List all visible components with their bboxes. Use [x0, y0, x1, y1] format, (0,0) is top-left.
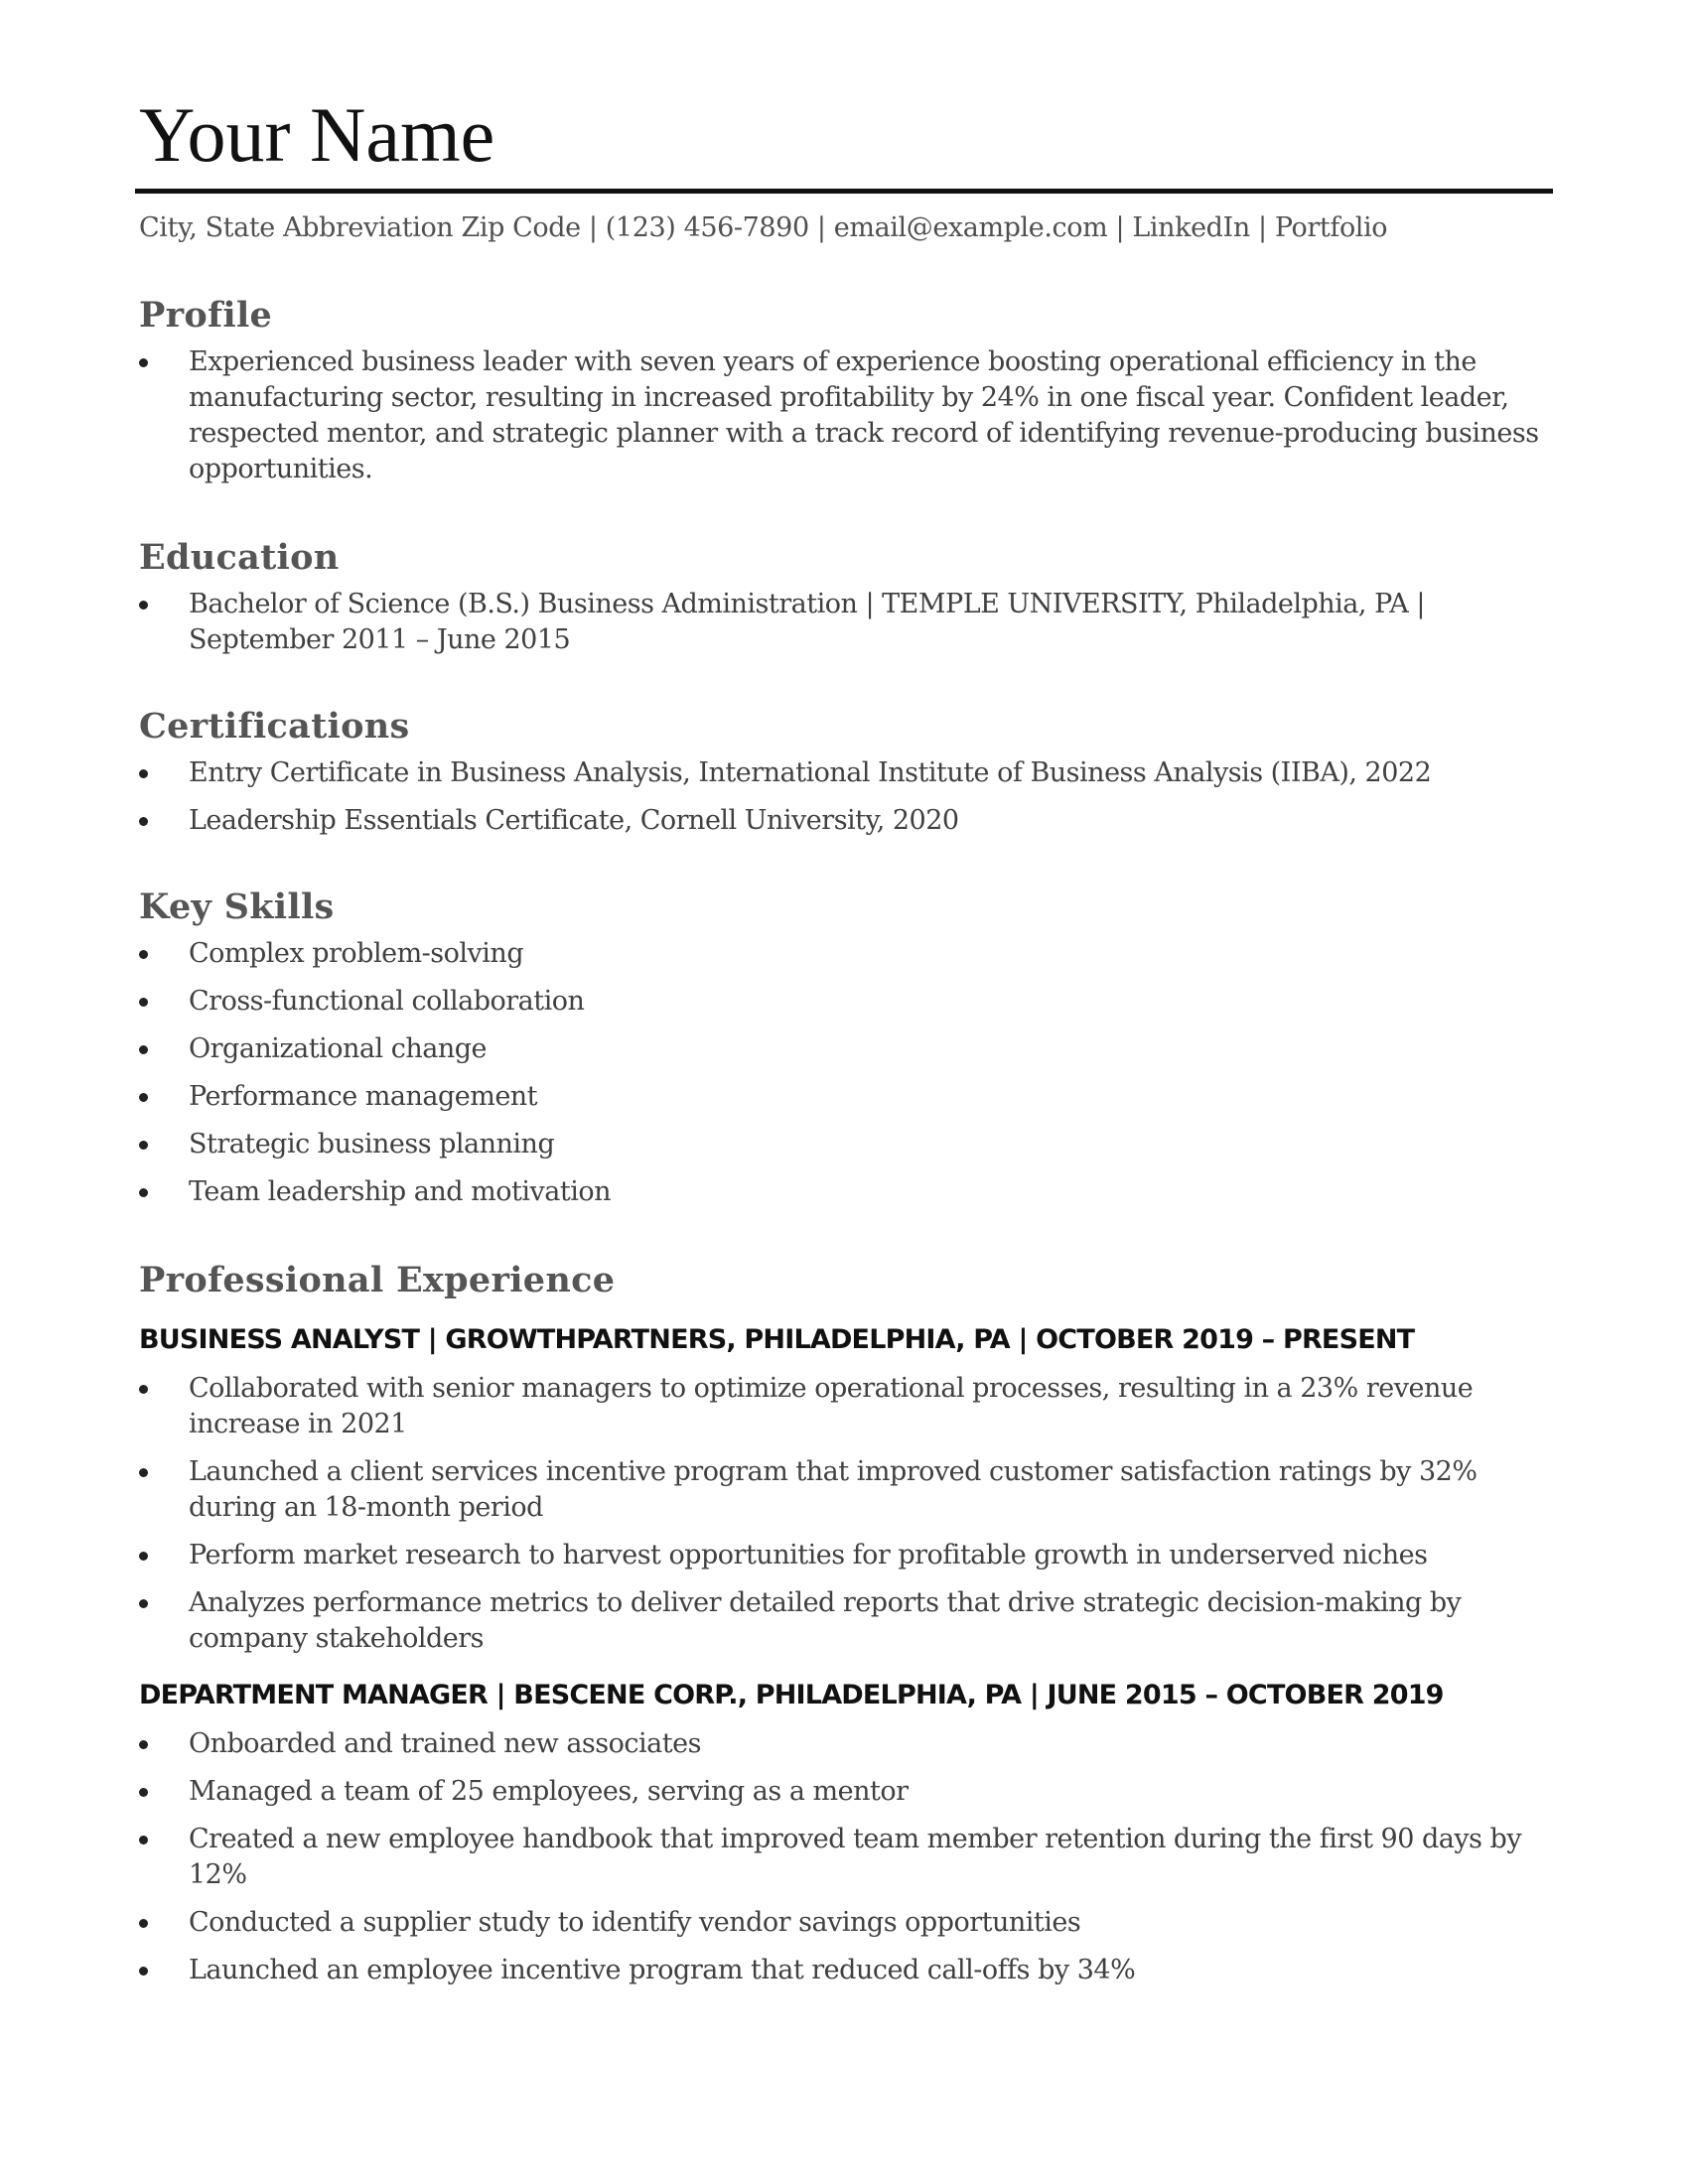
bullet-icon [139, 358, 148, 367]
resume-name: Your Name [139, 91, 495, 178]
list-item: Created a new employee handbook that improved team member retention during the first 90 days by 12% [139, 1822, 1549, 1893]
list-item: Conducted a supplier study to identify vendor savings opportunities [139, 1905, 1549, 1941]
section-title-profile: Profile [139, 295, 273, 336]
experience-section [139, 1260, 1549, 1988]
bullet-icon [139, 950, 148, 959]
bullet-icon [139, 1740, 148, 1749]
skills-section [139, 887, 1549, 1210]
list-item: Strategic business planning [139, 1127, 1549, 1162]
bullet-icon [139, 1188, 148, 1197]
list-item: Launched an employee incentive program that reduced call-offs by 34% [139, 1953, 1549, 1988]
list-item: Cross-functional collaboration [139, 984, 1549, 1020]
list-item: Perform market research to harvest opportunities for profitable growth in underserved niches [139, 1538, 1549, 1573]
list-item: Onboarded and trained new associates [139, 1726, 1549, 1762]
bullet-icon [139, 1836, 148, 1844]
bullet-icon [139, 1919, 148, 1928]
list-item: Managed a team of 25 employees, serving as a mentor [139, 1774, 1549, 1810]
bullet-icon [139, 1468, 148, 1477]
certifications-list [139, 755, 1549, 839]
list-item: Entry Certificate in Business Analysis, International Institute of Business Analysis (IIBA), 2022 [139, 755, 1549, 791]
bullet-icon [139, 1967, 148, 1976]
list-item: Team leadership and motivation [139, 1174, 1549, 1210]
section-title-education: Education [139, 537, 340, 578]
bullet-icon [139, 1385, 148, 1394]
resume-page [139, 91, 1549, 1988]
list-item: Launched a client services incentive program that improved customer satisfaction ratings by 32% during an 18-month period [139, 1454, 1549, 1526]
education-list [139, 587, 1549, 658]
list-item: Experienced business leader with seven years of experience boosting operational efficiency in the manufacturing sector, resulting in increased profitability by 24% in one fiscal year. Confident leader, respected mentor, and strategic planner with a track record of identifying revenue-producing business opportunities. [139, 344, 1549, 487]
job-heading: BUSINESS ANALYST | GROWTHPARTNERS, PHILADELPHIA, PA | OCTOBER 2019 – PRESENT [139, 1324, 1415, 1355]
contact-line: City, State Abbreviation Zip Code | (123) 456-7890 | email@example.com | LinkedIn | Portfolio [139, 212, 1388, 243]
certifications-section [139, 706, 1549, 839]
list-item: Leadership Essentials Certificate, Cornell University, 2020 [139, 803, 1549, 839]
section-title-certifications: Certifications [139, 706, 410, 747]
job-bullets [139, 1726, 1549, 1988]
list-item: Bachelor of Science (B.S.) Business Administration | TEMPLE UNIVERSITY, Philadelphia, PA | September 2011 – June 2015 [139, 587, 1549, 658]
list-item: Performance management [139, 1079, 1549, 1115]
section-title-experience: Professional Experience [139, 1260, 616, 1300]
profile-section [139, 295, 1549, 487]
section-title-skills: Key Skills [139, 887, 335, 927]
list-item: Complex problem-solving [139, 936, 1549, 972]
header-divider [135, 189, 1553, 194]
bullet-icon [139, 817, 148, 826]
education-section [139, 537, 1549, 658]
bullet-icon [139, 998, 148, 1007]
list-item: Analyzes performance metrics to deliver detailed reports that drive strategic decision-making by company stakeholders [139, 1585, 1549, 1657]
bullet-icon [139, 1045, 148, 1054]
job-heading: DEPARTMENT MANAGER | BESCENE CORP., PHILADELPHIA, PA | JUNE 2015 – OCTOBER 2019 [139, 1680, 1444, 1710]
bullet-icon [139, 1093, 148, 1102]
profile-list [139, 344, 1549, 487]
bullet-icon [139, 601, 148, 610]
skills-list [139, 936, 1549, 1210]
list-item: Collaborated with senior managers to optimize operational processes, resulting in a 23% revenue increase in 2021 [139, 1371, 1549, 1442]
bullet-icon [139, 1552, 148, 1561]
bullet-icon [139, 769, 148, 778]
bullet-icon [139, 1788, 148, 1797]
bullet-icon [139, 1599, 148, 1608]
list-item: Organizational change [139, 1031, 1549, 1067]
job-entry [139, 1323, 1549, 1657]
job-entry [139, 1679, 1549, 1988]
job-bullets [139, 1371, 1549, 1657]
bullet-icon [139, 1141, 148, 1150]
